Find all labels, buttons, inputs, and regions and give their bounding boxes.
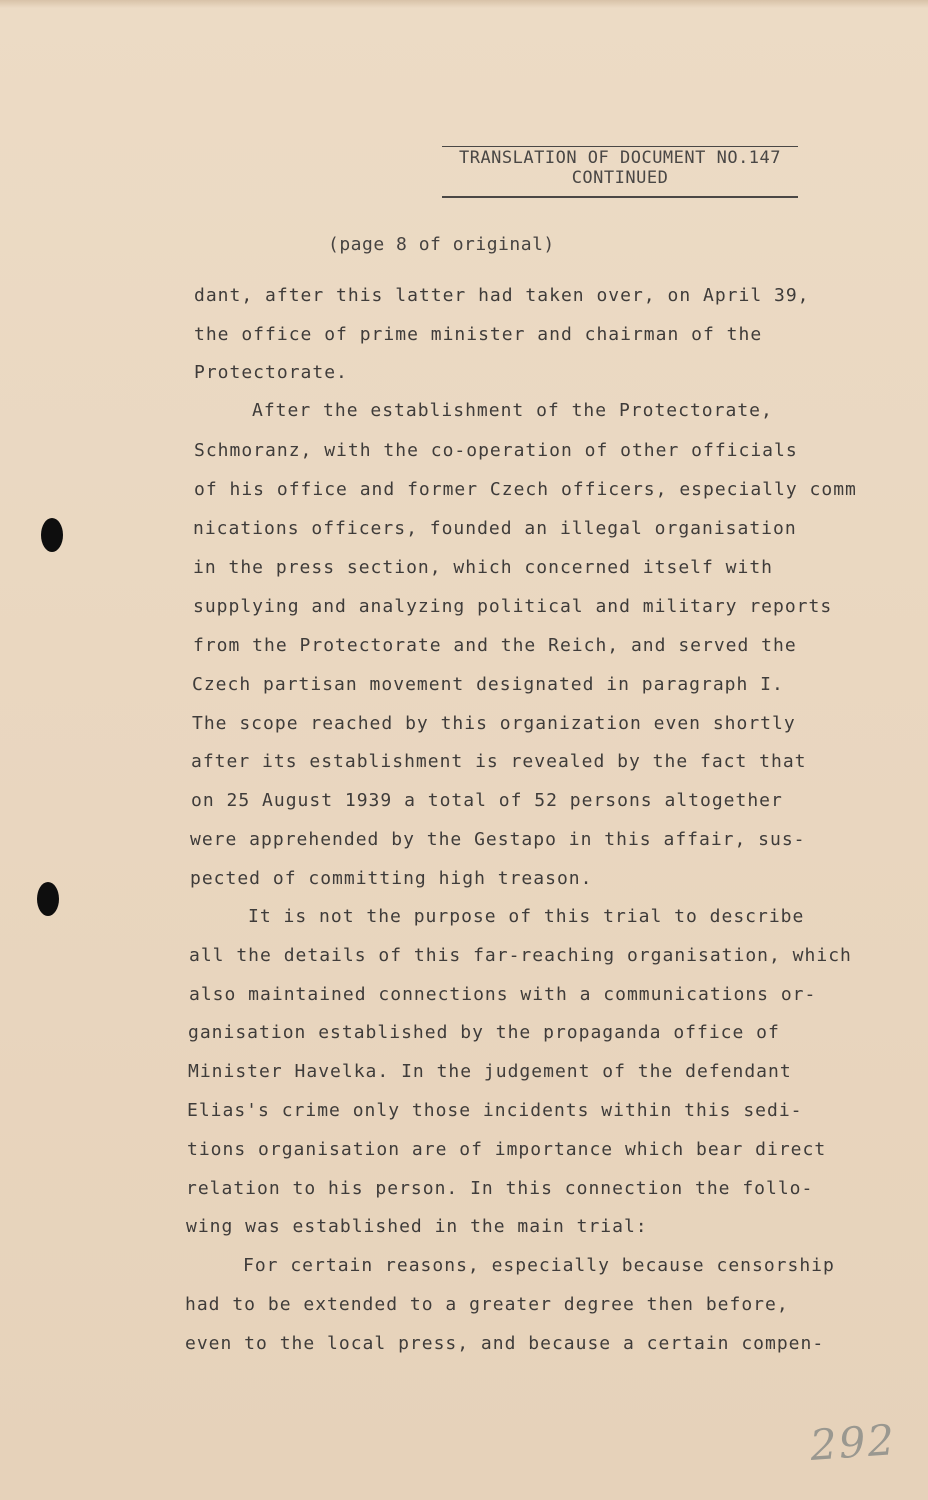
- text-line: Protectorate.: [194, 362, 348, 383]
- text-line: nications officers, founded an illegal organisation: [193, 518, 797, 539]
- header-subtitle: CONTINUED: [571, 168, 669, 188]
- text-line: supplying and analyzing political and military reports: [193, 596, 833, 617]
- text-line: ganisation established by the propaganda office of: [188, 1022, 780, 1043]
- text-line: tions organisation are of importance which bear direct: [187, 1139, 827, 1160]
- text-line: dant, after this latter had taken over, on April 39,: [194, 285, 810, 306]
- page-edge-shadow: [0, 0, 928, 8]
- text-line: For certain reasons, especially because censorship: [243, 1255, 835, 1276]
- text-line: from the Protectorate and the Reich, and served the: [193, 635, 797, 656]
- header-underline: [442, 196, 798, 198]
- text-line: of his office and former Czech officers, especially comm: [194, 479, 857, 500]
- text-line: relation to his person. In this connection the follo-: [186, 1178, 814, 1199]
- text-line: After the establishment of the Protectorate,: [252, 400, 773, 421]
- punch-hole: [37, 882, 59, 916]
- text-line: had to be extended to a greater degree then before,: [185, 1294, 789, 1315]
- text-line: on 25 August 1939 a total of 52 persons altogether: [191, 790, 783, 811]
- punch-hole: [41, 518, 63, 552]
- text-line: were apprehended by the Gestapo in this affair, sus-: [190, 829, 806, 850]
- text-line: Schmoranz, with the co-operation of other officials: [194, 440, 798, 461]
- text-line: all the details of this far-reaching organisation, which: [189, 945, 852, 966]
- text-line: Elias's crime only those incidents within this sedi-: [187, 1100, 803, 1121]
- text-line: after its establishment is revealed by the fact that: [191, 751, 807, 772]
- text-line: the office of prime minister and chairman of the: [194, 324, 763, 345]
- text-line: also maintained connections with a communications or-: [189, 984, 817, 1005]
- text-line: in the press section, which concerned itself with: [193, 557, 774, 578]
- text-line: Czech partisan movement designated in paragraph I.: [192, 674, 784, 695]
- handwritten-folio-number: 292: [808, 1415, 898, 1470]
- page-reference: (page 8 of original): [328, 234, 555, 255]
- header-title: TRANSLATION OF DOCUMENT NO.147: [442, 146, 798, 168]
- text-line: It is not the purpose of this trial to describe: [248, 906, 805, 927]
- text-line: wing was established in the main trial:: [186, 1216, 648, 1237]
- document-header: [442, 146, 798, 188]
- text-line: The scope reached by this organization even shortly: [192, 713, 796, 734]
- text-line: Minister Havelka. In the judgement of the defendant: [188, 1061, 792, 1082]
- text-line: pected of committing high treason.: [190, 868, 593, 889]
- text-line: even to the local press, and because a certain compen-: [185, 1333, 825, 1354]
